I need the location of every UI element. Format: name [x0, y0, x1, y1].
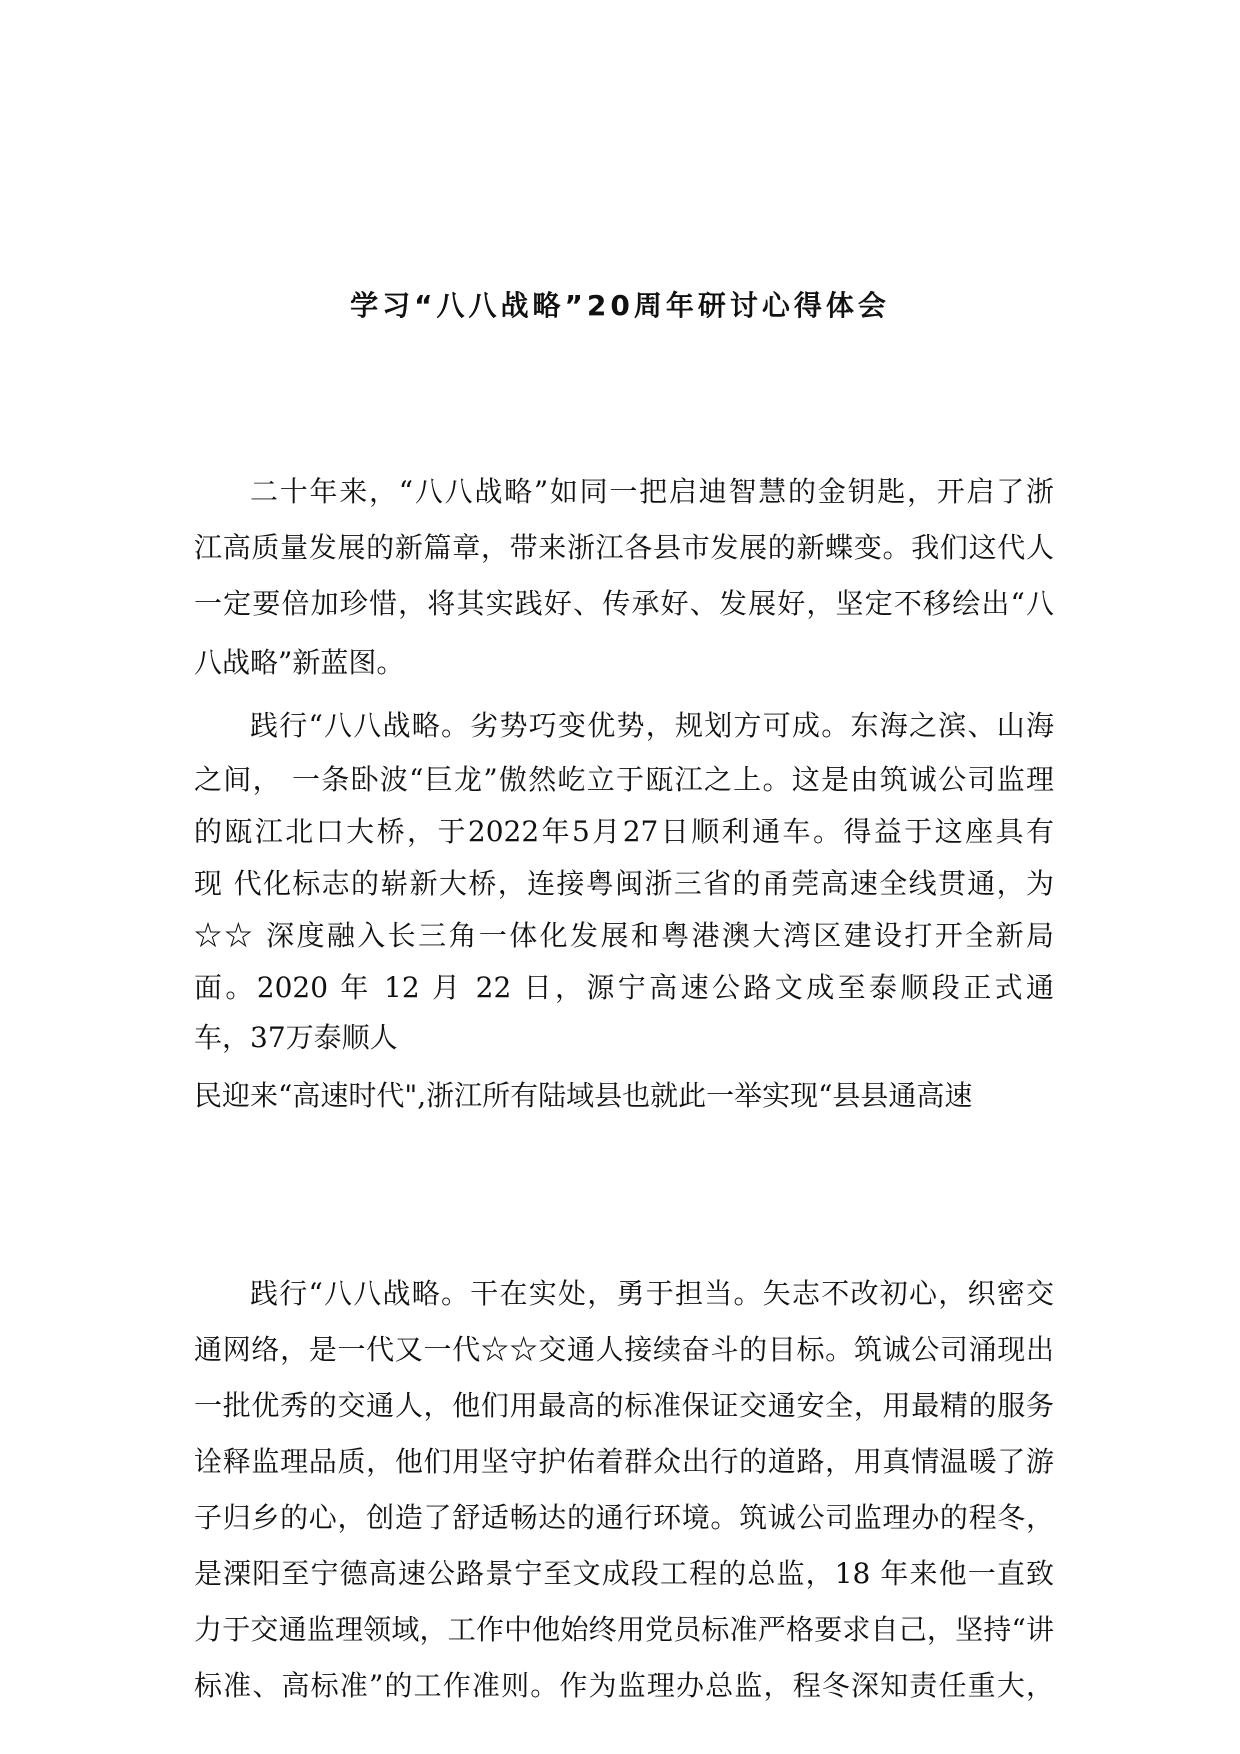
- paragraph-2-line-4: 现 代化标志的崭新大桥，连接粤闽浙三省的甬莞高速全线贯通，为: [194, 867, 1054, 900]
- paragraph-3-line-6: 是溧阳至宁德高速公路景宁至文成段工程的总监，18 年来他一直致: [194, 1557, 1054, 1590]
- paragraph-3-line-5: 子归乡的心，创造了舒适畅达的通行环境。筑诚公司监理办的程冬，: [194, 1501, 1054, 1534]
- paragraph-2-line-6: 面。2020 年 12 月 22 日，源宁高速公路文成至泰顺段正式通: [194, 971, 1054, 1004]
- paragraph-2-line-8: 民迎来“高速时代",浙江所有陆域县也就此一举实现“县县通高速: [194, 1079, 973, 1112]
- document-title: 学习“八八战略”20周年研讨心得体会: [350, 289, 890, 322]
- paragraph-3-line-7: 力于交通监理领域，工作中他始终用党员标准严格要求自己，坚持“讲: [194, 1613, 1054, 1646]
- paragraph-1-line-1: 二十年来，“八八战略”如同一把启迪智慧的金钥匙，开启了浙: [250, 475, 1054, 508]
- paragraph-2-line-5: ☆☆ 深度融入长三角一体化发展和粤港澳大湾区建设打开全新局: [194, 919, 1054, 952]
- paragraph-3-line-1: 践行“八八战略。干在实处，勇于担当。矢志不改初心，织密交: [250, 1277, 1054, 1310]
- paragraph-3-line-8: 标准、高标准”的工作准则。作为监理办总监，程冬深知责任重大，: [194, 1669, 1054, 1702]
- paragraph-1-line-3: 一定要倍加珍惜，将其实践好、传承好、发展好，坚定不移绘出“八: [194, 587, 1054, 620]
- paragraph-2-line-2: 之间， 一条卧波“巨龙”傲然屹立于瓯江之上。这是由筑诚公司监理: [194, 763, 1054, 796]
- paragraph-3-line-3: 一批优秀的交通人，他们用最高的标准保证交通安全，用最精的服务: [194, 1389, 1054, 1422]
- paragraph-1-line-4: 八战略”新蓝图。: [194, 646, 405, 679]
- paragraph-1-line-2: 江高质量发展的新篇章，带来浙江各县市发展的新蝶变。我们这代人: [194, 531, 1054, 564]
- paragraph-3-line-4: 诠释监理品质，他们用坚守护佑着群众出行的道路，用真情温暖了游: [194, 1445, 1054, 1478]
- paragraph-3-line-2: 通网络，是一代又一代☆☆交通人接续奋斗的目标。筑诚公司涌现出: [194, 1333, 1054, 1366]
- paragraph-2-line-1: 践行“八八战略。劣势巧变优势，规划方可成。东海之滨、山海: [250, 709, 1054, 742]
- paragraph-2-line-3: 的瓯江北口大桥，于2022年5月27日顺利通车。得益于这座具有: [194, 815, 1054, 848]
- paragraph-2-line-7: 车，37万泰顺人: [194, 1021, 398, 1054]
